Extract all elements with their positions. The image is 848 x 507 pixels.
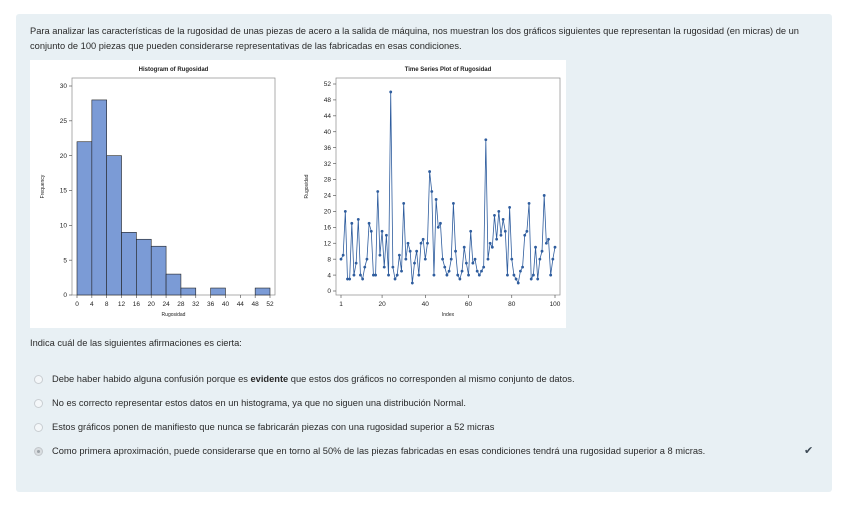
time-series-point [452,202,455,205]
charts-figure [30,60,566,328]
option-4-label: Como primera aproximación, puede considerarse que en torno al 50% de las piezas fabricadas en esas condiciones tendrá una rugosidad superior a 8 micras. [52,446,706,456]
option-1[interactable] [34,372,824,388]
histogram-chart [30,60,298,328]
time-series-point [504,230,507,233]
y-tick-label: 25 [59,118,67,126]
time-series-point [350,222,353,225]
time-series-point [517,282,520,285]
option-1-radio[interactable] [34,375,43,384]
time-series-point [420,242,423,245]
x-tick-label: 28 [177,301,185,308]
time-series-point [385,234,388,237]
time-series-point [391,266,394,269]
y-tick-label: 8 [327,256,331,264]
time-series-point [389,91,392,94]
time-series-point [545,242,548,245]
option-2-radio[interactable] [34,399,43,408]
time-series-point [541,250,544,253]
time-series-point [454,250,457,253]
time-series-point [448,270,451,273]
time-series-point [379,254,382,257]
time-series-point [363,266,366,269]
y-tick-label: 44 [323,113,331,121]
histogram-bar [181,288,196,295]
time-series-point [491,246,494,249]
histogram-bar [122,232,137,295]
histogram-bar [166,274,181,295]
option-3-label: Estos gráficos ponen de manifiesto que nunca se fabricarán piezas con una rugosidad superior a 52 micras [52,422,495,432]
time-series-point [536,278,539,281]
x-tick-label: 20 [147,301,155,308]
y-tick-label: 52 [323,81,331,89]
time-series-point [426,242,429,245]
question-card [16,14,832,492]
y-tick-label: 40 [323,128,331,136]
time-series-point [417,274,420,277]
time-series-point [424,258,427,261]
x-axis-label: Rugosidad [161,312,186,318]
time-series-point [530,278,533,281]
time-series-point [415,250,418,253]
intro-text: Para analizar las características de la rugosidad de unas piezas de acero a la salida de máquina, nos muestran los dos gráficos siguientes que representan la rugosidad (en micras) de un conjunto de 100 piezas que pueden considerarse representativas de las fabricadas en esas condiciones. [30,26,799,51]
x-tick-label: 48 [251,301,259,308]
time-series-point [497,210,500,213]
time-series-point [437,226,440,229]
time-series-point [458,278,461,281]
time-series-point [543,194,546,197]
time-series-point [340,258,343,261]
time-series-point [430,190,433,193]
histogram-bar [77,142,92,295]
time-series-point [519,270,522,273]
histogram-bar [136,239,151,295]
x-tick-label: 52 [266,301,274,308]
x-tick-label: 8 [104,301,109,308]
time-series-point [465,262,468,265]
time-series-point [342,254,345,257]
time-series-point [493,214,496,217]
time-series-point [549,274,552,277]
time-series-point [443,266,446,269]
option-4[interactable] [34,444,824,476]
time-series-point [474,258,477,261]
y-tick-label: 0 [63,292,67,300]
x-tick-label: 60 [464,301,473,308]
time-series-point [534,246,537,249]
time-series-point [471,262,474,265]
time-series-point [450,258,453,261]
time-series-point [489,242,492,245]
time-series-point [409,250,412,253]
x-tick-label: 44 [236,301,244,308]
time-series-frame [336,78,560,295]
time-series-point [513,274,516,277]
time-series-point [538,258,541,261]
y-tick-label: 10 [59,222,67,230]
time-series-point [398,254,401,257]
option-1-label: Debe haber habido alguna confusión porque es evidente que estos dos gráficos no corresponden al mismo conjunto de datos. [52,374,575,384]
time-series-point [407,242,410,245]
time-series-point [487,258,490,261]
time-series-point [528,202,531,205]
question-prompt: Indica cuál de las siguientes afirmaciones es cierta: [30,338,242,348]
time-series-point [435,198,438,201]
time-series-chart [298,60,566,328]
y-tick-label: 0 [327,288,331,296]
time-series-point [370,230,373,233]
time-series-point [551,258,554,261]
time-series-point [402,202,405,205]
y-axis-label: Frequency [40,174,46,199]
time-series-point [387,274,390,277]
time-series-point [396,274,399,277]
time-series-point [404,258,407,261]
time-series-point [374,274,377,277]
y-tick-label: 12 [323,240,331,248]
time-series-point [456,274,459,277]
x-tick-label: 24 [162,301,170,308]
time-series-point [502,218,505,221]
time-series-point [383,266,386,269]
y-tick-label: 20 [59,152,67,160]
time-series-title: Time Series Plot of Rugosidad [404,67,492,73]
x-axis-label: Index [441,312,455,318]
time-series-point [476,270,479,273]
time-series-point [394,278,397,281]
time-series-point [441,258,444,261]
time-series-point [368,222,371,225]
histogram-bar [107,156,122,295]
x-tick-label: 4 [90,301,94,308]
time-series-point [500,234,503,237]
time-series-point [400,270,403,273]
histogram-bar [255,288,270,295]
time-series-point [461,270,464,273]
time-series-point [422,238,425,241]
y-tick-label: 28 [323,176,331,184]
y-axis-label: Rugosidad [304,174,310,199]
x-tick-label: 100 [549,301,561,308]
histogram-bar [211,288,226,295]
time-series-point [510,258,513,261]
time-series-point [506,274,509,277]
x-tick-label: 40 [221,301,230,308]
y-tick-label: 32 [323,160,331,168]
x-tick-label: 32 [192,301,200,308]
time-series-point [366,258,369,261]
time-series-point [515,278,518,281]
time-series-point [376,190,379,193]
time-series-point [523,234,526,237]
x-tick-label: 1 [339,301,343,308]
histogram-bar [92,100,107,295]
time-series-point [484,138,487,141]
y-tick-label: 36 [323,144,331,152]
option-2-label: No es correcto representar estos datos en un histograma, ya que no siguen una distribución Normal. [52,398,466,408]
y-tick-label: 16 [323,224,331,232]
checkmark-icon: ✔ [804,445,814,457]
time-series-point [467,274,470,277]
time-series-point [411,282,414,285]
x-tick-label: 16 [132,301,141,308]
time-series-point [508,206,511,209]
time-series-point [482,266,485,269]
y-tick-label: 30 [59,83,67,91]
time-series-point [495,238,498,241]
time-series-point [478,274,481,277]
y-tick-label: 20 [323,208,331,216]
time-series-point [359,274,362,277]
y-tick-label: 15 [59,187,67,195]
x-tick-label: 0 [75,301,79,308]
time-series-point [355,262,358,265]
time-series-point [521,266,524,269]
option-2[interactable] [34,396,824,412]
x-tick-label: 12 [117,301,126,308]
option-3-radio[interactable] [34,423,43,432]
time-series-point [381,230,384,233]
time-series-point [357,218,360,221]
histogram-bar [151,246,166,295]
time-series-point [433,274,436,277]
option-3[interactable] [34,420,824,436]
time-series-point [361,278,364,281]
time-series-point [480,270,483,273]
time-series-point [469,230,472,233]
y-tick-label: 5 [63,257,67,265]
time-series-point [353,274,356,277]
time-series-point [547,238,550,241]
histogram-title: Histogram of Rugosidad [138,67,209,73]
y-tick-label: 24 [323,192,331,200]
y-tick-label: 4 [327,272,331,280]
time-series-point [554,246,557,249]
y-tick-label: 48 [323,97,331,105]
time-series-point [446,274,449,277]
time-series-point [344,210,347,213]
time-series-point [439,222,442,225]
x-tick-label: 80 [508,301,516,308]
x-tick-label: 36 [206,301,215,308]
time-series-point [525,230,528,233]
time-series-point [532,274,535,277]
time-series-point [348,278,351,281]
option-4-radio[interactable] [34,447,43,456]
time-series-point [413,262,416,265]
time-series-point [463,246,466,249]
x-tick-label: 20 [378,301,386,308]
x-tick-label: 40 [421,301,429,308]
time-series-point [428,170,431,173]
